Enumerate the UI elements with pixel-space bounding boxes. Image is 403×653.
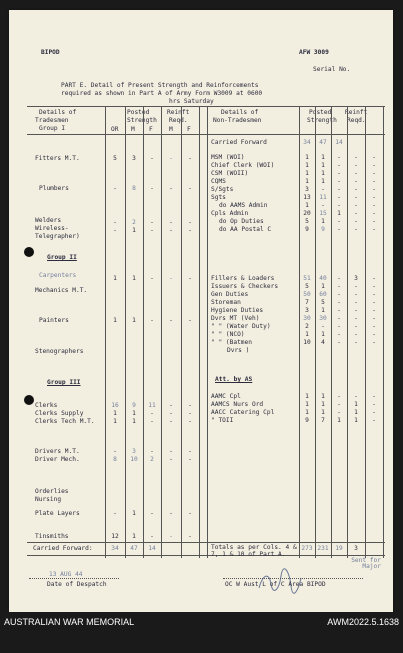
sub-header-or: OR <box>111 126 119 133</box>
col-rule <box>125 106 126 558</box>
right-cell: 1 <box>354 401 358 408</box>
left-cell: 1 <box>132 533 136 540</box>
left-cell: - <box>188 456 192 463</box>
trades-header-2: Tradesmen <box>35 117 69 124</box>
right-cell: - <box>354 299 358 306</box>
right-cell: 1 <box>321 283 325 290</box>
right-cell: - <box>354 186 358 193</box>
right-cell: 60 <box>319 291 327 298</box>
carried-forward-label: Carried Forward: <box>33 545 93 552</box>
right-cell: - <box>337 218 341 225</box>
right-cell: - <box>372 291 376 298</box>
right-cell: - <box>372 162 376 169</box>
right-cell: - <box>354 170 358 177</box>
right-cell: - <box>337 154 341 161</box>
right-cell: - <box>337 291 341 298</box>
left-row-label: Telegrapher) <box>35 233 80 240</box>
left-cell: - <box>150 510 154 517</box>
right-row-label: do AAMS Admin <box>219 202 268 209</box>
left-cell: - <box>169 227 173 234</box>
col-rule <box>105 106 106 558</box>
left-cell: 3 <box>132 448 136 455</box>
posted-header-r1: Posted <box>309 109 332 116</box>
right-cell: - <box>354 154 358 161</box>
left-row-label: Clerks Tech M.T. <box>35 418 95 425</box>
right-row-label: Sgts <box>211 194 226 201</box>
right-cell: - <box>337 170 341 177</box>
posted-header-r2: Strength <box>307 117 337 124</box>
left-cell: 1 <box>132 410 136 417</box>
part-line-1: PART E. Detail of Present Strength and Reinforcements <box>61 82 259 89</box>
right-cell: - <box>321 202 325 209</box>
left-row-label: Orderlies <box>35 488 69 495</box>
right-cell: - <box>354 307 358 314</box>
right-cell: 1 <box>305 178 309 185</box>
reinft-header-r2: Reqd. <box>347 117 366 124</box>
right-cell: 7 <box>305 299 309 306</box>
reinft-header-1: Reinft <box>167 109 190 116</box>
right-cell: - <box>372 218 376 225</box>
right-row-label: CQMS <box>211 178 226 185</box>
non-trades-header-2: Non-Tradesmen <box>213 117 262 124</box>
date-rule <box>29 578 119 579</box>
right-cell: 1 <box>305 202 309 209</box>
right-cell: - <box>354 315 358 322</box>
right-cell: - <box>354 323 358 330</box>
total-cell: 34 <box>111 545 119 552</box>
right-cell: 40 <box>319 275 327 282</box>
right-cell: - <box>337 401 341 408</box>
right-row-label: Gen Duties <box>211 291 249 298</box>
left-cell: - <box>150 418 154 425</box>
right-row-label: CSM (WOII) <box>211 170 249 177</box>
signature <box>255 566 305 594</box>
right-cell: - <box>372 339 376 346</box>
reinft-header-2: Reqd. <box>169 117 188 124</box>
right-cell: - <box>337 162 341 169</box>
left-cell: - <box>150 448 154 455</box>
left-cell: - <box>169 219 173 226</box>
left-cell: 11 <box>148 402 156 409</box>
right-cell: - <box>337 275 341 282</box>
document-sheet <box>9 10 393 612</box>
left-cell: - <box>188 317 192 324</box>
right-cell: - <box>354 218 358 225</box>
right-row-label: MSM (WOI) <box>211 154 245 161</box>
right-cell: 50 <box>303 291 311 298</box>
right-row-label: AAMCS Nurs Ord <box>211 401 264 408</box>
right-cell: 7 <box>321 417 325 424</box>
col-rule <box>315 106 316 558</box>
col-rule <box>347 106 348 558</box>
left-cell: 8 <box>113 456 117 463</box>
left-cell: - <box>169 155 173 162</box>
right-cell: 3 <box>354 275 358 282</box>
col-rule <box>161 106 162 558</box>
right-cell: - <box>372 409 376 416</box>
left-cell: - <box>169 510 173 517</box>
caption-right: AWM2022.5.1638 <box>327 617 399 627</box>
right-cell: - <box>337 186 341 193</box>
right-cell: - <box>372 331 376 338</box>
right-cell: 1 <box>321 218 325 225</box>
date-stamp: 13 AUG 44 <box>49 571 83 578</box>
left-row-label: Wireless- <box>35 225 69 232</box>
right-cell: - <box>337 409 341 416</box>
left-row-label: Drivers M.T. <box>35 448 80 455</box>
right-cell: - <box>372 323 376 330</box>
header-left: BIPOD <box>41 49 60 56</box>
total-cell: 3 <box>354 545 358 552</box>
left-cell: - <box>188 275 192 282</box>
sub-header-f: F <box>149 126 153 133</box>
left-cell: - <box>188 410 192 417</box>
right-row-label: do Op Duties <box>219 218 264 225</box>
right-cell: - <box>354 393 358 400</box>
right-cell: - <box>372 315 376 322</box>
right-cell: 5 <box>305 218 309 225</box>
left-cell: - <box>169 418 173 425</box>
officer-title: OC W Aust L of C Area BIPOD <box>225 581 326 588</box>
col-rule <box>331 106 332 558</box>
sent-for-note: Sent for Major <box>351 557 381 571</box>
right-cell: - <box>337 307 341 314</box>
right-cell: 20 <box>303 210 311 217</box>
left-row-label: Welders <box>35 217 62 224</box>
trades-header-3: Group I <box>39 125 66 132</box>
right-cell: - <box>372 202 376 209</box>
total-cell: 47 <box>130 545 138 552</box>
right-row-label: do AA Postal C <box>219 226 272 233</box>
right-row-label: " TOII <box>211 417 234 424</box>
left-cell: - <box>113 219 117 226</box>
trades-header-1: Details of <box>39 109 77 116</box>
attached-heading: Att. by AS <box>215 376 253 383</box>
right-row-label: Issuers & Checkers <box>211 283 279 290</box>
left-cell: 2 <box>150 456 154 463</box>
right-cell: 1 <box>337 210 341 217</box>
left-cell: - <box>188 448 192 455</box>
left-cell: 1 <box>132 418 136 425</box>
left-row-label: Plate Layers <box>35 510 80 517</box>
right-cell: 30 <box>319 315 327 322</box>
left-cell: - <box>113 448 117 455</box>
sub-header-rm: M <box>169 126 173 133</box>
right-cell: 5 <box>305 283 309 290</box>
right-row-label: Carried Forward <box>211 139 267 146</box>
right-cell: - <box>337 299 341 306</box>
right-cell: 34 <box>303 139 311 146</box>
right-cell: - <box>372 417 376 424</box>
left-cell: - <box>188 219 192 226</box>
left-cell: - <box>169 275 173 282</box>
right-cell: - <box>337 339 341 346</box>
right-cell: 3 <box>305 186 309 193</box>
right-cell: 9 <box>305 226 309 233</box>
left-row-label: Mechanics M.T. <box>35 287 88 294</box>
right-cell: 4 <box>321 339 325 346</box>
right-cell: - <box>354 291 358 298</box>
left-cell: - <box>113 227 117 234</box>
right-cell: 2 <box>305 323 309 330</box>
right-cell: 1 <box>321 162 325 169</box>
right-cell: 15 <box>319 210 327 217</box>
right-cell: - <box>372 226 376 233</box>
non-trades-header-1: Details of <box>221 109 259 116</box>
right-cell: - <box>354 194 358 201</box>
right-cell: - <box>321 323 325 330</box>
caption-left: AUSTRALIAN WAR MEMORIAL <box>4 617 135 627</box>
right-row-label: Cpls Admin <box>211 210 249 217</box>
right-row-label: Chief Clerk (WOI) <box>211 162 275 169</box>
posted-header-2: Strength <box>127 117 157 124</box>
right-row-label: Dvrs MT (Veh) <box>211 315 260 322</box>
total-cell: 231 <box>317 545 329 552</box>
right-row-label: " " (Water Duty) <box>211 323 271 330</box>
sub-header-rf: F <box>187 126 191 133</box>
left-cell: - <box>169 402 173 409</box>
right-row-label: Storeman <box>211 299 241 306</box>
right-row-label: AAMC Cpl <box>211 393 241 400</box>
left-cell: - <box>150 410 154 417</box>
right-cell: - <box>372 299 376 306</box>
right-cell: 1 <box>337 417 341 424</box>
left-cell: - <box>150 275 154 282</box>
right-cell: 10 <box>303 339 311 346</box>
group-2-heading: Group II <box>47 254 77 261</box>
right-cell: - <box>372 186 376 193</box>
left-cell: 1 <box>113 418 117 425</box>
right-cell: - <box>354 178 358 185</box>
right-row-label: " " (Batmen <box>211 339 252 346</box>
right-cell: 1 <box>321 393 325 400</box>
right-cell: 1 <box>321 331 325 338</box>
right-cell: 9 <box>305 417 309 424</box>
left-cell: 9 <box>132 402 136 409</box>
right-cell: - <box>337 393 341 400</box>
form-number: AFW 3009 <box>299 49 329 56</box>
group-3-heading: Group III <box>47 379 81 386</box>
left-cell: - <box>150 533 154 540</box>
right-cell: 51 <box>303 275 311 282</box>
right-cell: - <box>354 226 358 233</box>
right-cell: - <box>337 194 341 201</box>
left-cell: 2 <box>132 219 136 226</box>
punch-hole <box>24 395 34 405</box>
left-cell: 5 <box>113 155 117 162</box>
left-cell: 1 <box>113 317 117 324</box>
right-cell: 1 <box>305 154 309 161</box>
right-cell: - <box>372 170 376 177</box>
left-cell: - <box>150 155 154 162</box>
right-cell: 1 <box>321 170 325 177</box>
left-cell: - <box>169 456 173 463</box>
right-cell: 1 <box>305 170 309 177</box>
right-cell: 1 <box>321 178 325 185</box>
right-cell: - <box>372 401 376 408</box>
right-row-label: Fillers & Loaders <box>211 275 275 282</box>
left-row-label: Tinsmiths <box>35 533 69 540</box>
right-cell: 47 <box>319 139 327 146</box>
right-row-label: Dvrs ) <box>227 347 250 354</box>
right-cell: 1 <box>321 401 325 408</box>
col-rule <box>383 106 384 558</box>
col-rule <box>181 106 182 558</box>
left-cell: - <box>169 533 173 540</box>
right-cell: - <box>372 194 376 201</box>
left-cell: - <box>150 227 154 234</box>
left-cell: - <box>169 448 173 455</box>
right-cell: - <box>372 307 376 314</box>
right-cell: - <box>354 210 358 217</box>
left-cell: - <box>188 155 192 162</box>
right-cell: - <box>372 283 376 290</box>
totals-note: Totals as per Cols. 4 & 7, 1 & 10 of Part A. <box>211 544 297 559</box>
right-cell: 1 <box>321 154 325 161</box>
right-cell: 1 <box>321 307 325 314</box>
left-cell: - <box>150 185 154 192</box>
left-cell: 16 <box>111 402 119 409</box>
posted-header-1: Posted <box>127 109 150 116</box>
left-cell: - <box>188 227 192 234</box>
col-rule <box>199 106 200 558</box>
left-cell: - <box>188 402 192 409</box>
left-cell: - <box>188 510 192 517</box>
total-cell: 19 <box>335 545 343 552</box>
left-cell: 12 <box>111 533 119 540</box>
right-cell: - <box>337 226 341 233</box>
left-row-label: Nursing <box>35 496 62 503</box>
right-cell: 1 <box>305 409 309 416</box>
right-cell: 1 <box>305 162 309 169</box>
left-cell: 3 <box>132 155 136 162</box>
part-line-2: required as shown in Part A of Army Form W3009 at 0600 <box>61 90 263 97</box>
right-cell: - <box>337 323 341 330</box>
left-row-label: Painters <box>39 317 69 324</box>
right-cell: 1 <box>305 331 309 338</box>
right-cell: 1 <box>354 417 358 424</box>
right-cell: 1 <box>305 393 309 400</box>
right-row-label: " " (NCO) <box>211 331 245 338</box>
left-cell: - <box>113 185 117 192</box>
part-line-3: hrs Saturday <box>169 98 214 105</box>
right-cell: - <box>354 202 358 209</box>
total-cell: 273 <box>301 545 313 552</box>
signature-rule <box>223 578 363 579</box>
right-cell: - <box>372 154 376 161</box>
left-row-label: Clerks <box>35 402 58 409</box>
left-cell: - <box>169 185 173 192</box>
left-cell: 1 <box>132 227 136 234</box>
left-cell: - <box>113 510 117 517</box>
right-cell: 14 <box>335 139 343 146</box>
sub-header-m: M <box>131 126 135 133</box>
left-cell: - <box>169 410 173 417</box>
right-cell: 13 <box>303 194 311 201</box>
left-cell: 10 <box>130 456 138 463</box>
right-cell: 5 <box>321 299 325 306</box>
punch-hole <box>24 247 34 257</box>
left-cell: 1 <box>132 510 136 517</box>
col-rule <box>207 106 208 558</box>
left-cell: - <box>188 418 192 425</box>
left-cell: 1 <box>132 317 136 324</box>
right-cell: - <box>372 178 376 185</box>
right-row-label: Hygiene Duties <box>211 307 264 314</box>
col-rule <box>143 106 144 558</box>
right-cell: - <box>337 283 341 290</box>
left-row-label: Plumbers <box>39 185 69 192</box>
right-cell: - <box>372 275 376 282</box>
right-cell: 3 <box>305 307 309 314</box>
left-cell: 1 <box>132 275 136 282</box>
right-cell: 11 <box>319 194 327 201</box>
left-cell: - <box>188 185 192 192</box>
right-cell: - <box>372 210 376 217</box>
right-cell: - <box>337 202 341 209</box>
right-cell: - <box>354 283 358 290</box>
right-row-label: S/Sgts <box>211 186 234 193</box>
left-row-label: Driver Mech. <box>35 456 80 463</box>
left-row-label: Carpenters <box>39 272 77 279</box>
right-cell: - <box>337 331 341 338</box>
left-cell: 8 <box>132 185 136 192</box>
right-cell: - <box>354 331 358 338</box>
left-row-label: Fitters M.T. <box>35 155 80 162</box>
left-cell: - <box>150 317 154 324</box>
date-of-despatch-label: Date of Despatch <box>47 581 107 588</box>
caption-bar <box>0 612 403 653</box>
left-cell: - <box>150 219 154 226</box>
total-cell: 14 <box>148 545 156 552</box>
left-cell: - <box>169 317 173 324</box>
serial-number-label: Serial No. <box>313 66 351 73</box>
right-cell: - <box>337 315 341 322</box>
left-row-label: Stenographers <box>35 348 84 355</box>
right-row-label: AACC Catering Cpl <box>211 409 275 416</box>
right-cell: - <box>337 178 341 185</box>
col-rule <box>365 106 366 558</box>
left-cell: 1 <box>113 275 117 282</box>
right-cell: - <box>321 186 325 193</box>
right-cell: - <box>354 162 358 169</box>
right-cell: 1 <box>305 401 309 408</box>
right-cell: 9 <box>321 226 325 233</box>
left-row-label: Clerks Supply <box>35 410 84 417</box>
col-rule <box>299 106 300 558</box>
reinft-header-r1: Reinft <box>345 109 368 116</box>
right-cell: - <box>372 393 376 400</box>
right-cell: - <box>354 339 358 346</box>
left-cell: 1 <box>113 410 117 417</box>
right-cell: 1 <box>354 409 358 416</box>
left-cell: - <box>188 533 192 540</box>
right-cell: 1 <box>321 409 325 416</box>
right-cell: 30 <box>303 315 311 322</box>
